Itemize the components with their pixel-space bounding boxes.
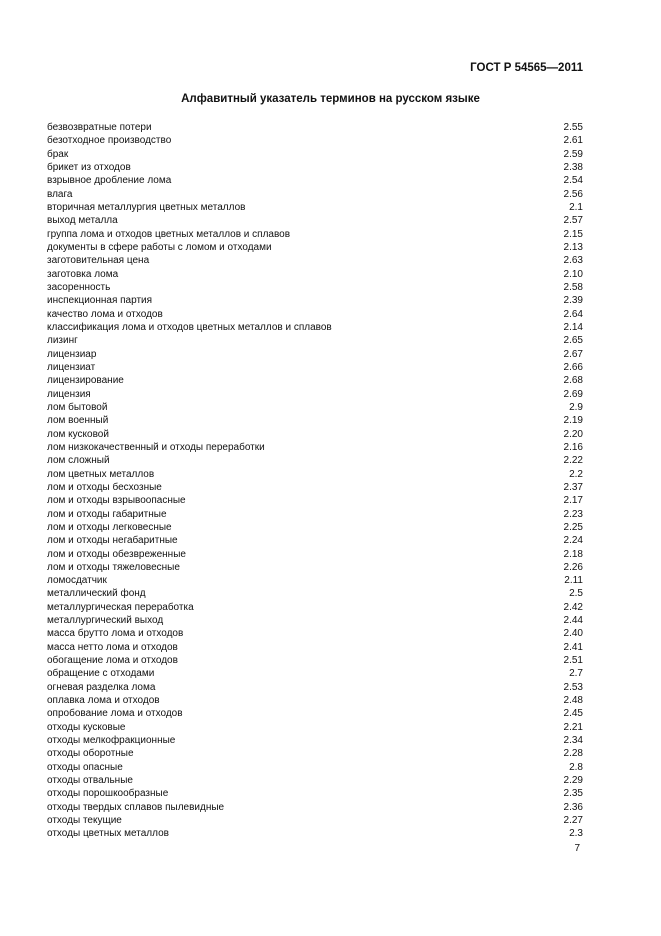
term-text: лом бытовой [47,401,108,413]
term-entry [47,747,583,760]
term-reference: 2.42 [563,601,583,613]
term-text: отходы опасные [47,761,123,773]
term-entry [47,121,583,134]
term-entry [47,241,583,254]
term-reference: 2.54 [563,175,583,187]
term-entry [47,494,583,507]
term-entry [47,481,583,494]
term-entry [47,667,583,680]
term-reference: 2.14 [563,321,583,333]
term-reference: 2.39 [563,295,583,307]
term-text: безотходное производство [47,135,172,147]
term-reference: 2.68 [563,375,583,387]
term-entry [47,214,583,227]
term-reference: 2.20 [563,428,583,440]
term-entry [47,574,583,587]
term-reference: 2.44 [563,615,583,627]
term-text: лом цветных металлов [47,468,155,480]
term-entry [47,228,583,241]
term-text: отходы мелкофракционные [47,735,176,747]
term-entry [47,627,583,640]
term-entry [47,534,583,547]
term-entry [47,134,583,147]
term-entry [47,561,583,574]
term-entry [47,734,583,747]
term-text: влага [47,188,73,200]
term-entry [47,321,583,334]
term-reference: 2.55 [563,122,583,133]
term-entry [47,707,583,720]
term-entry [47,268,583,281]
term-entry [47,694,583,707]
term-entry [47,441,583,454]
term-entry [47,601,583,614]
term-text: металлургический выход [47,615,164,627]
term-entry [47,814,583,827]
term-entry [47,454,583,467]
term-reference: 2.48 [563,695,583,707]
term-text: заготовка лома [47,268,119,280]
term-entry [47,294,583,307]
term-reference: 2.64 [563,308,583,320]
term-reference: 2.34 [563,735,583,747]
term-entry [47,161,583,174]
term-text: ломосдатчик [47,575,107,587]
term-text: безвозвратные потери [47,122,152,133]
term-text: металлургическая переработка [47,601,194,613]
term-text: классификация лома и отходов цветных металлов и сплавов [47,321,332,333]
term-reference: 2.11 [564,575,583,587]
term-reference: 2.2 [569,468,583,480]
term-entry [47,401,583,414]
term-reference: 2.23 [563,508,583,520]
document-code: ГОСТ Р 54565—2011 [470,62,583,74]
term-reference: 2.3 [569,828,583,840]
term-reference: 2.21 [563,721,583,733]
term-entry [47,348,583,361]
term-reference: 2.9 [569,401,583,413]
term-text: лом сложный [47,455,110,467]
term-reference: 2.26 [563,561,583,573]
term-reference: 2.27 [563,815,583,827]
term-text: лицензия [47,388,91,400]
term-text: лом и отходы бесхозные [47,481,162,493]
term-entry [47,641,583,654]
term-entry [47,468,583,481]
term-entry [47,614,583,627]
term-reference: 2.35 [563,788,583,800]
term-text: качество лома и отходов [47,308,163,320]
term-reference: 2.61 [563,135,583,147]
term-text: масса брутто лома и отходов [47,628,184,640]
term-entry [47,721,583,734]
term-entry [47,281,583,294]
term-reference: 2.15 [563,228,583,240]
term-text: лом и отходы тяжеловесные [47,561,180,573]
term-reference: 2.58 [563,281,583,293]
term-reference: 2.13 [563,241,583,253]
term-text: лицензиат [47,361,96,373]
term-text: документы в сфере работы с ломом и отходами [47,241,272,253]
term-reference: 2.17 [563,495,583,507]
term-reference: 2.10 [563,268,583,280]
term-reference: 2.8 [569,761,583,773]
term-text: лом и отходы обезвреженные [47,548,186,560]
term-reference: 2.24 [563,535,583,547]
term-text: брикет из отходов [47,161,131,173]
term-reference: 2.66 [563,361,583,373]
term-reference: 2.36 [563,801,583,813]
term-text: засоренность [47,281,111,293]
term-text: лом и отходы взрывоопасные [47,495,186,507]
term-reference: 2.63 [563,255,583,267]
term-reference: 2.40 [563,628,583,640]
term-reference: 2.38 [563,161,583,173]
term-entry [47,148,583,161]
term-reference: 2.59 [563,148,583,160]
term-entry [47,827,583,840]
page-number: 7 [574,843,580,854]
term-reference: 2.28 [563,748,583,760]
term-text: группа лома и отходов цветных металлов и сплавов [47,228,291,240]
term-text: лом низкокачественный и отходы переработки [47,441,265,453]
term-text: выход металла [47,215,118,227]
term-entry [47,334,583,347]
term-reference: 2.29 [563,775,583,787]
term-text: отходы твердых сплавов пылевидные [47,801,225,813]
term-reference: 2.51 [563,655,583,667]
term-entry [47,414,583,427]
index-title: Алфавитный указатель терминов на русском языке [181,93,480,105]
term-reference: 2.19 [563,415,583,427]
term-entry [47,174,583,187]
term-entry [47,521,583,534]
term-entry [47,374,583,387]
term-entry [47,787,583,800]
term-reference: 2.25 [563,521,583,533]
term-text: опробование лома и отходов [47,708,183,720]
term-reference: 2.1 [569,201,583,213]
term-text: металлический фонд [47,588,146,600]
term-entry [47,428,583,441]
term-text: огневая разделка лома [47,681,156,693]
term-entry [47,508,583,521]
term-entry [47,201,583,214]
term-reference: 2.69 [563,388,583,400]
term-text: лицензиар [47,348,97,360]
term-reference: 2.65 [563,335,583,347]
term-text: оплавка лома и отходов [47,695,160,707]
term-text: лом и отходы легковесные [47,521,172,533]
term-text: лизинг [47,335,78,347]
term-text: лом военный [47,415,109,427]
term-text: вторичная металлургия цветных металлов [47,201,246,213]
term-reference: 2.67 [563,348,583,360]
term-text: обогащение лома и отходов [47,655,178,667]
term-entry [47,587,583,600]
term-reference: 2.37 [563,481,583,493]
term-reference: 2.16 [563,441,583,453]
term-entry [47,388,583,401]
term-text: заготовительная цена [47,255,150,267]
term-reference: 2.45 [563,708,583,720]
term-text: отходы порошкообразные [47,788,169,800]
term-entry [47,361,583,374]
term-text: обращение с отходами [47,668,155,680]
term-entry [47,681,583,694]
term-entry [47,548,583,561]
term-text: лицензирование [47,375,124,387]
term-reference: 2.22 [563,455,583,467]
term-text: масса нетто лома и отходов [47,641,178,653]
term-text: отходы оборотные [47,748,134,760]
term-reference: 2.5 [569,588,583,600]
term-text: инспекционная партия [47,295,153,307]
term-text: лом кусковой [47,428,109,440]
term-reference: 2.56 [563,188,583,200]
term-text: отходы кусковые [47,721,126,733]
term-entry [47,774,583,787]
term-index-list [47,121,583,841]
term-entry [47,654,583,667]
term-entry [47,761,583,774]
term-text: брак [47,148,69,160]
term-text: лом и отходы негабаритные [47,535,178,547]
term-entry [47,188,583,201]
term-entry [47,254,583,267]
term-text: отходы отвальные [47,775,133,787]
term-entry [47,801,583,814]
term-reference: 2.53 [563,681,583,693]
term-text: взрывное дробление лома [47,175,172,187]
term-reference: 2.18 [563,548,583,560]
term-text: отходы цветных металлов [47,828,169,840]
term-reference: 2.57 [563,215,583,227]
term-entry [47,308,583,321]
term-reference: 2.7 [569,668,583,680]
term-text: отходы текущие [47,815,122,827]
term-text: лом и отходы габаритные [47,508,167,520]
term-reference: 2.41 [563,641,583,653]
